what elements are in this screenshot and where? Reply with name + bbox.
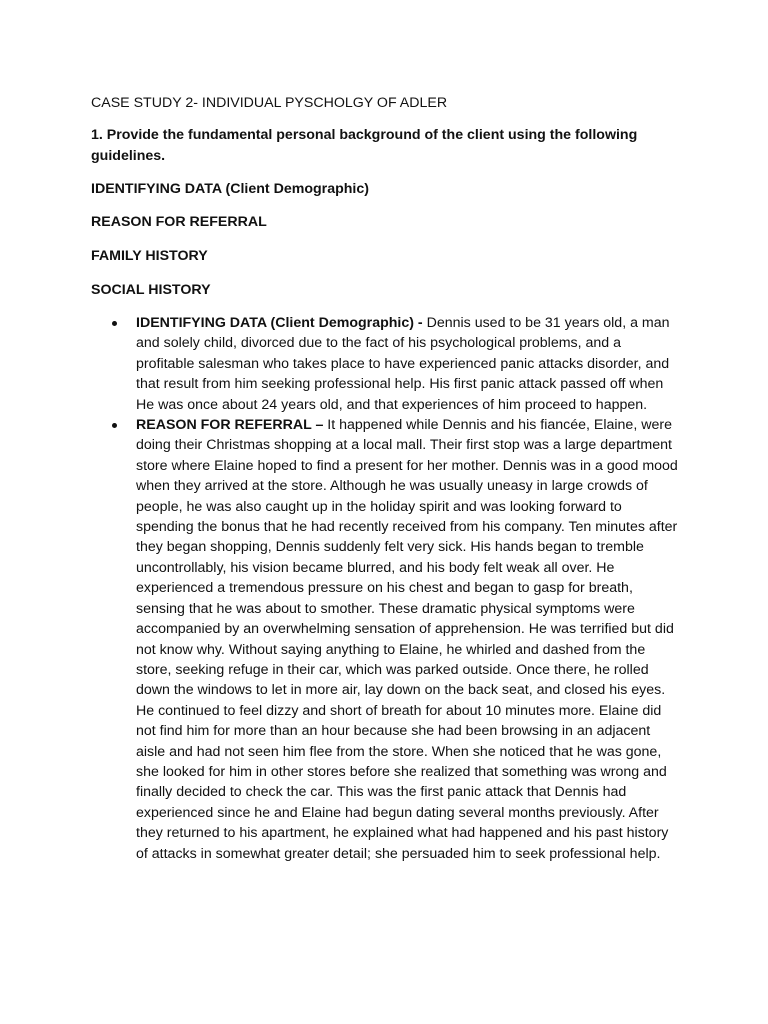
bullet-list (0, 313, 768, 864)
bullet-text: Dennis used to be 31 years old, a man and solely child, divorced due to the fact of his psychological problems, and a profitable salesman who takes place to have experienced panic attacks disorder, and that result from him seeking professional help. His first panic attack passed off when He was once about 24 years old, and that experiences of him proceed to happen. (136, 315, 670, 413)
bullet-text: It happened while Dennis and his fiancée, Elaine, were doing their Christmas shopping at a local mall. Their first stop was a large department store where Elaine hoped to find a present for her mother. Dennis was in a good mood when they arrived at the store. Although he was usually uneasy in large crowds of people, he was also caught up in the holiday spirit and was looking forward to spending the bonus that he had recently received from his company. Ten minutes after they began shopping, Dennis suddenly felt very sick. His hands began to tremble uncontrollably, his vision became blurred, and his body felt weak all over. He experienced a tremendous pressure on his chest and began to gasp for breath, sensing that he was about to smother. These dramatic physical symptoms were accompanied by an overwhelming sensation of apprehension. He was terrified but did not know why. Without saying anything to Elaine, he whirled and dashed from the store, seeking refuge in their car, which was parked outside. Once there, he rolled down the windows to let in more air, lay down on the back seat, and closed his eyes. He continued to feel dizzy and short of breath for about 10 minutes more. Elaine did not find him for more than an hour because she had been browsing in an adjacent aisle and had not seen him flee from the store. When she noticed that he was gone, she looked for him in other stores before she realized that something was wrong and finally decided to check the car. This was the first panic attack that Dennis had experienced since he and Elaine had begun dating several months previously. After they returned to his apartment, he explained what had happened and his past history of attacks in somewhat greater detail; she persuaded him to seek professional help. (136, 417, 678, 862)
question-prompt: 1. Provide the fundamental personal background of the client using the following guidelines. (91, 127, 638, 164)
guideline-social-history: SOCIAL HISTORY (91, 282, 211, 298)
bullet-dot-icon (112, 423, 117, 428)
case-study-title: CASE STUDY 2- INDIVIDUAL PYSCHOLGY OF ADLER (91, 95, 448, 111)
guideline-family-history: FAMILY HISTORY (91, 248, 208, 264)
guideline-reason-for-referral: REASON FOR REFERRAL (91, 214, 267, 230)
guideline-identifying-data: IDENTIFYING DATA (Client Demographic) (91, 181, 369, 197)
bullet-dot-icon (112, 321, 117, 326)
bullet-item-reason-for-referral (0, 415, 678, 864)
bullet-item-identifying-data (0, 313, 678, 415)
bullet-lead: IDENTIFYING DATA (Client Demographic) - (136, 315, 427, 331)
bullet-lead: REASON FOR REFERRAL – (136, 417, 328, 434)
